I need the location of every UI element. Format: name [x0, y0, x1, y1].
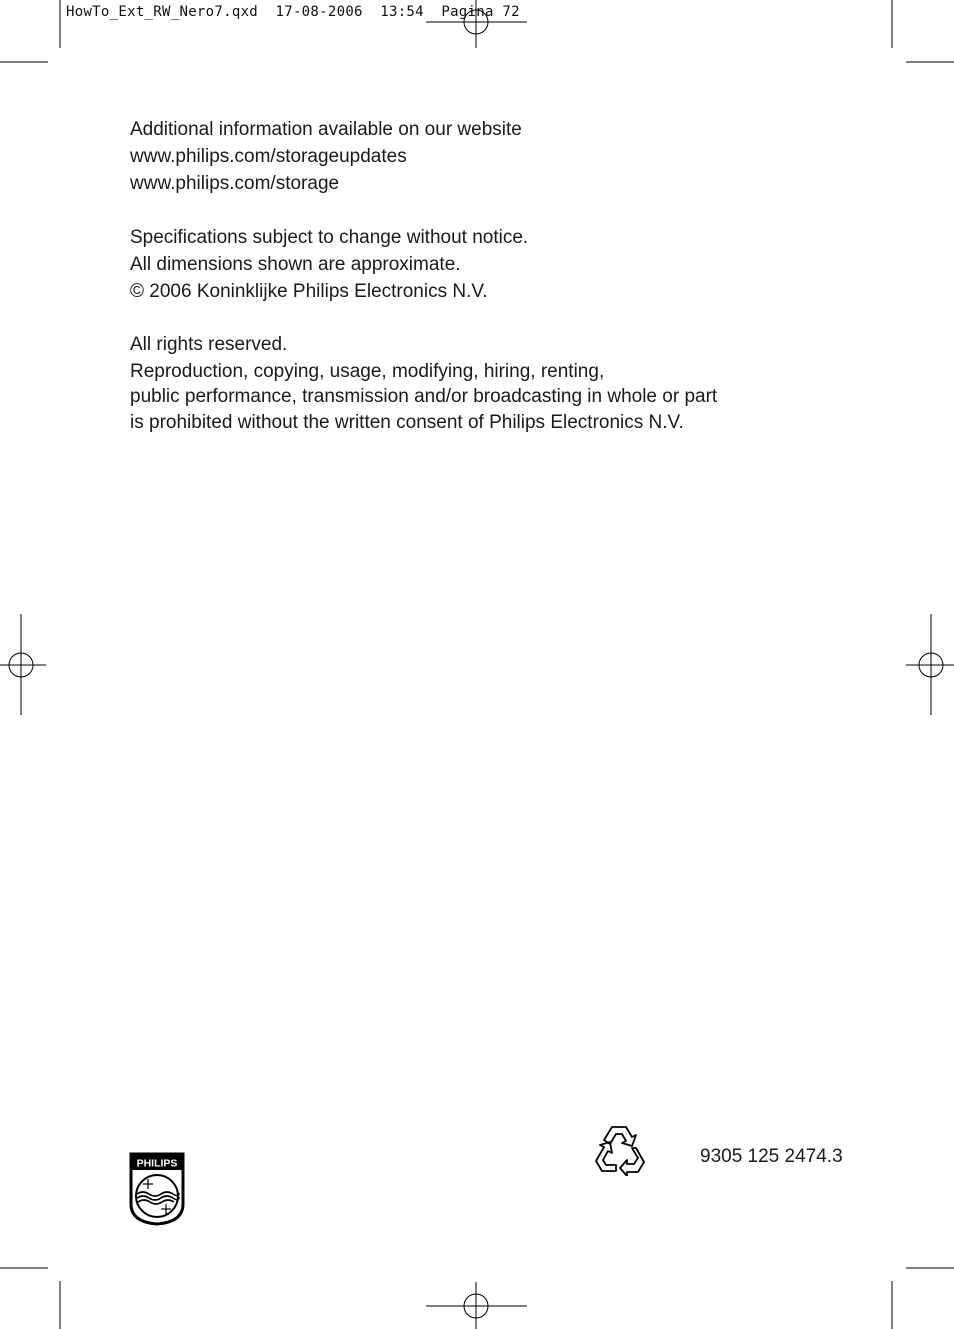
printer-slug: HowTo_Ext_RW_Nero7.qxd 17-08-2006 13:54 Pagina 72 — [66, 4, 520, 20]
recycle-mark — [594, 1124, 646, 1176]
recycle-icon — [594, 1124, 646, 1176]
legal-line: Specifications subject to change without notice. — [130, 227, 529, 248]
rights-line: public performance, transmission and/or broadcasting in whole or part — [130, 386, 718, 407]
info-line: Additional information available on our website — [130, 119, 522, 140]
website-link: www.philips.com/storage — [130, 173, 340, 194]
website-info — [130, 116, 522, 197]
legal-notice — [130, 224, 528, 305]
logo-wordmark: PHILIPS — [136, 1157, 178, 1170]
legal-line: All dimensions shown are approximate. — [130, 254, 461, 275]
part-number: 9305 125 2474.3 — [700, 1146, 843, 1167]
rights-title: All rights reserved. — [130, 334, 288, 355]
copyright-line: © 2006 Koninklijke Philips Electronics N.V. — [130, 281, 488, 302]
rights-line: is prohibited without the written consent of Philips Electronics N.V. — [130, 411, 684, 433]
philips-shield-icon — [129, 1152, 185, 1226]
rights-line: Reproduction, copying, usage, modifying, hiring, renting, — [130, 360, 605, 382]
philips-logo — [129, 1152, 185, 1226]
website-link: www.philips.com/storageupdates — [130, 146, 407, 167]
rights-notice — [130, 332, 717, 435]
